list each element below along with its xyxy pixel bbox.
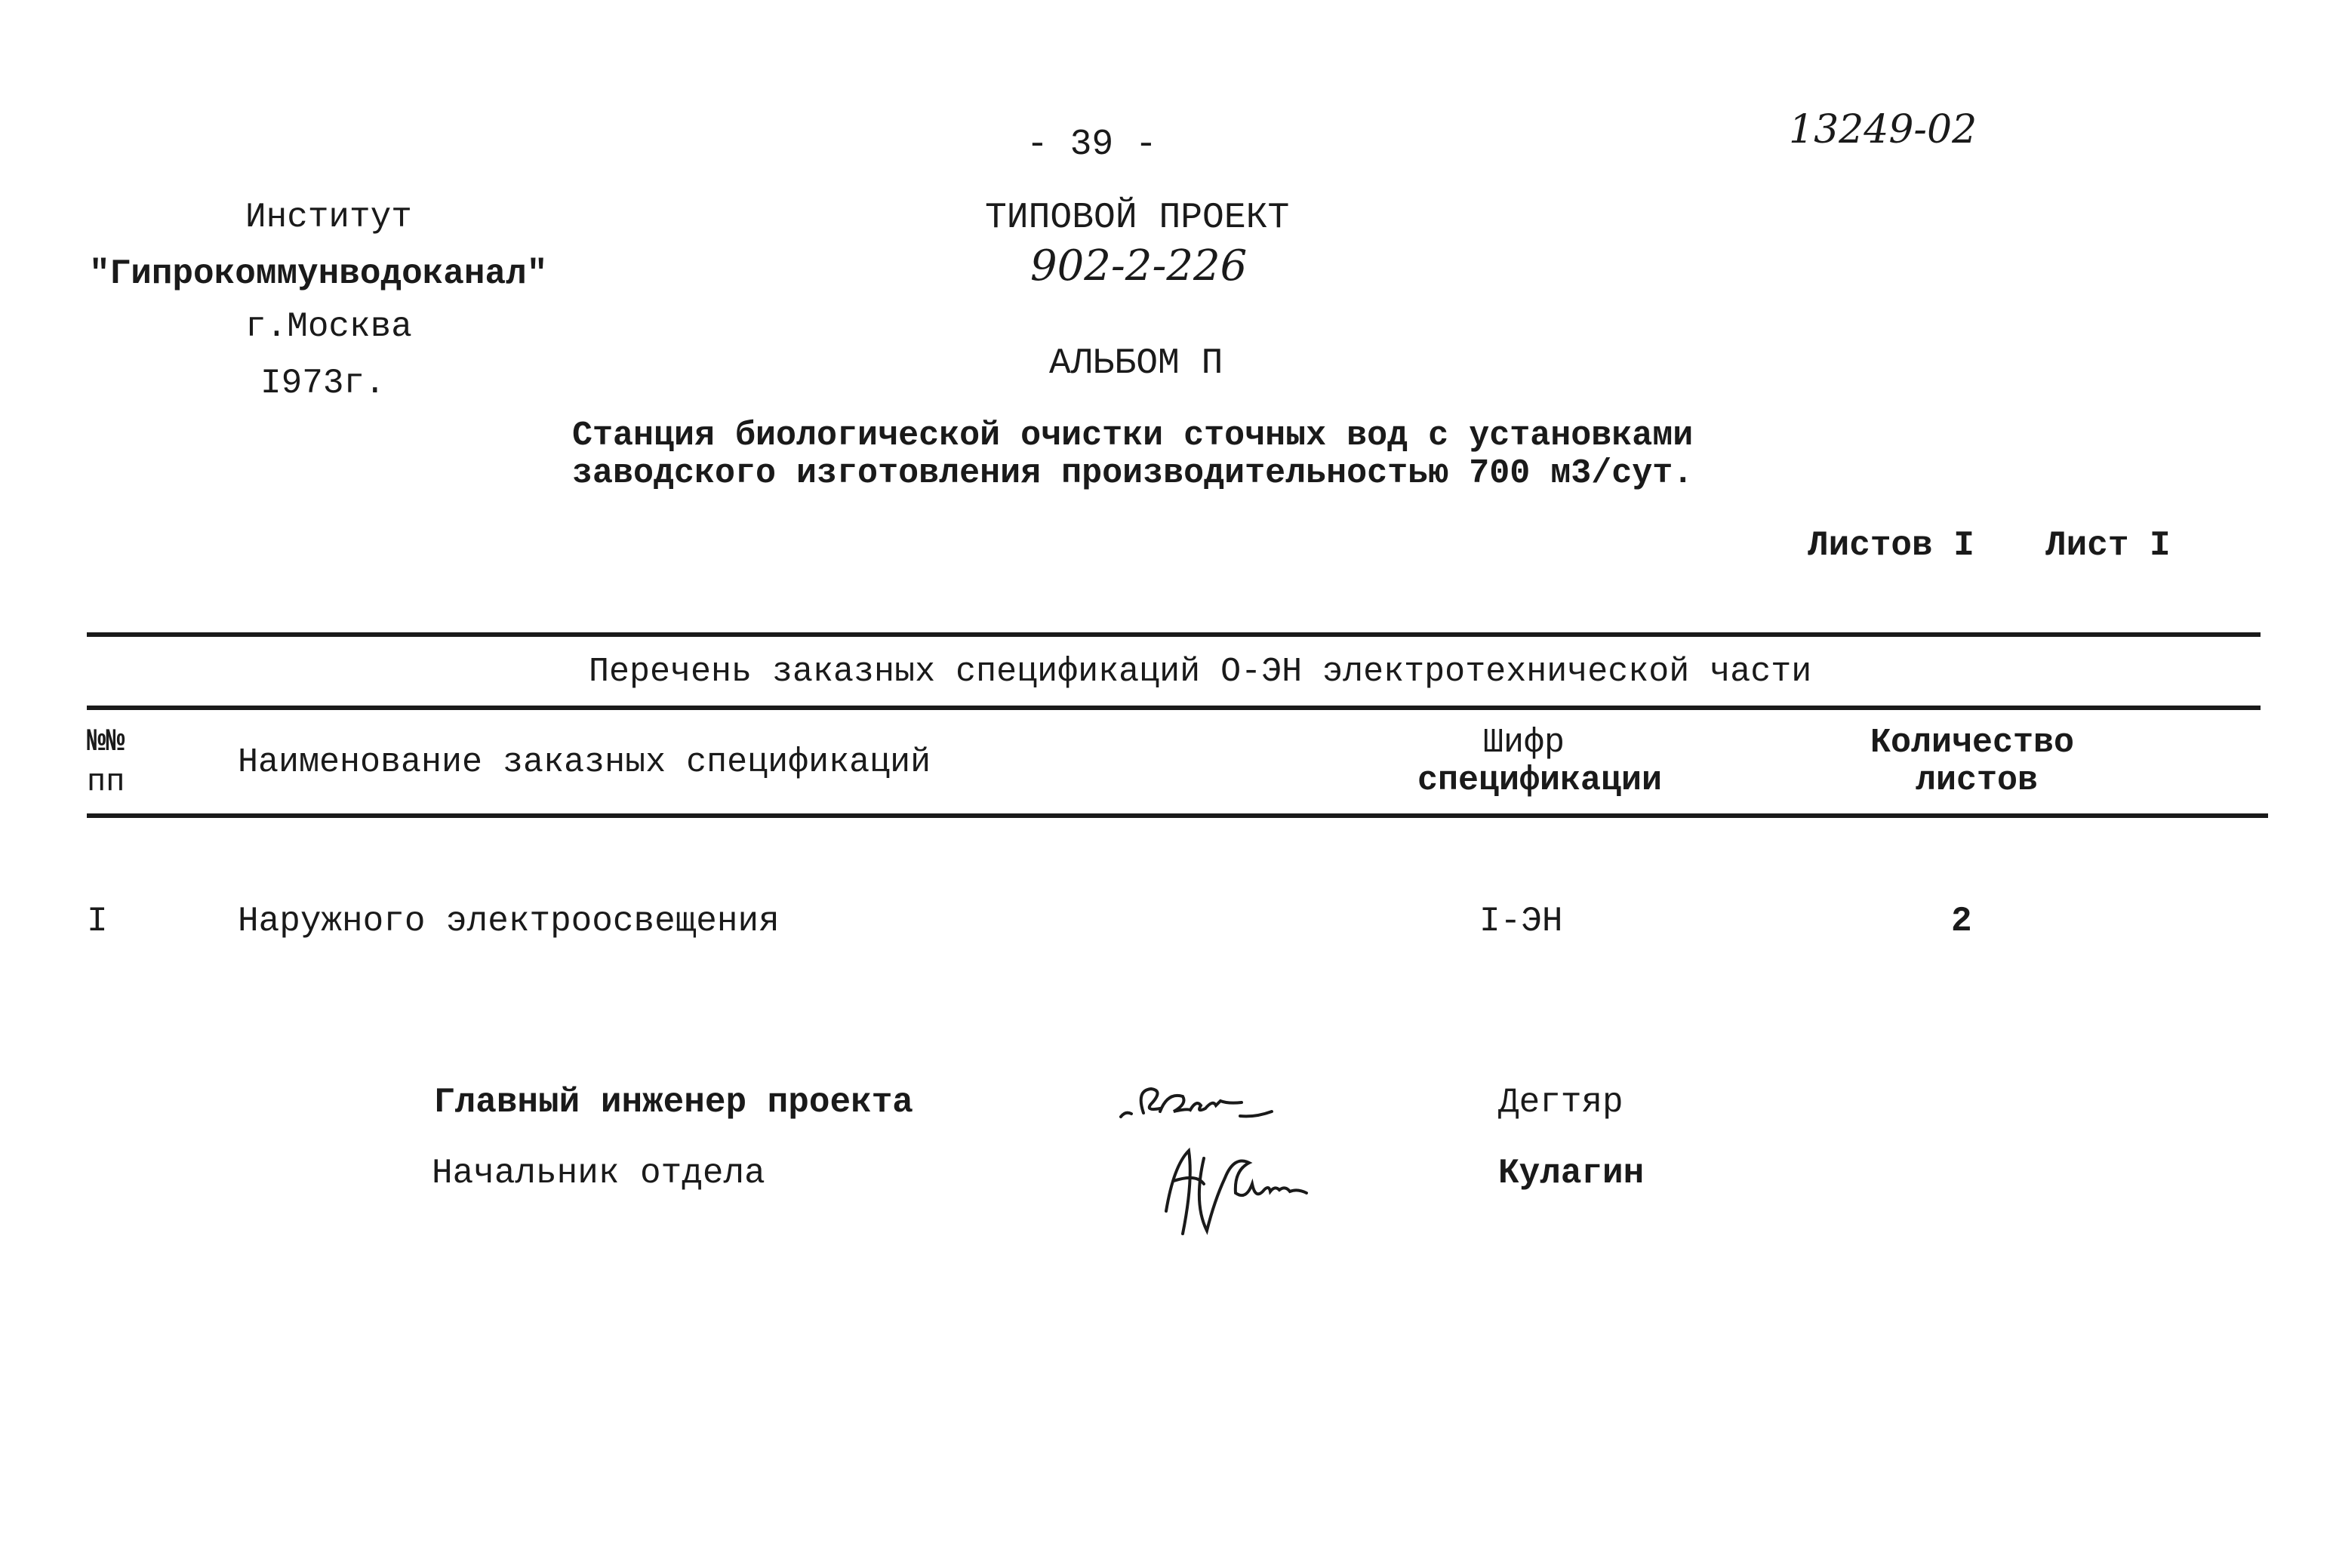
column-header-count: Количество — [1870, 724, 2075, 762]
row-sheet-count: 2 — [1951, 902, 1972, 941]
row-name: Наружного электроосвещения — [238, 902, 780, 941]
column-header-number: №№ — [87, 724, 125, 760]
sheets-total: Листов I — [1808, 526, 1974, 565]
institute-name: Институт — [245, 198, 412, 237]
handwritten-signature-1 — [1113, 1075, 1302, 1136]
project-title: ТИПОВОЙ ПРОЕКТ — [985, 198, 1290, 238]
project-description-line1: Станция биологической очистки сточных вод с установками — [572, 417, 1694, 455]
project-description-line2: заводского изготовления производительностью 700 м3/сут. — [572, 454, 1694, 493]
column-header-name: Наименование заказных спецификаций — [238, 743, 931, 782]
handwritten-signature-2 — [1151, 1128, 1325, 1249]
signature-name-chief-engineer: Дегтяр — [1498, 1083, 1624, 1122]
column-header-number-sub: пп — [87, 764, 125, 800]
table-top-rule — [87, 632, 2261, 637]
document-code: 13249-02 — [1789, 107, 1977, 152]
signature-role-department-head: Начальник отдела — [432, 1154, 765, 1193]
row-number: I — [87, 902, 108, 941]
row-code: I-ЭН — [1479, 902, 1563, 941]
page-number: - 39 - — [1026, 125, 1157, 165]
institute-city: г.Москва — [245, 307, 412, 346]
column-header-code: Шифр — [1483, 724, 1565, 762]
column-header-code-sub: спецификации — [1417, 761, 1663, 800]
column-header-count-sub: листов — [1916, 761, 2039, 800]
table-caption-rule — [87, 706, 2261, 710]
table-caption: Перечень заказных спецификаций О-ЭН электротехнической части — [589, 653, 1812, 691]
sheet-number: Лист I — [2045, 526, 2171, 565]
institute-organization: "Гипрокоммунводоканал" — [89, 254, 548, 294]
institute-year: I973г. — [260, 364, 386, 403]
signature-role-chief-engineer: Главный инженер проекта — [434, 1083, 913, 1122]
album-title: АЛЬБОМ П — [1049, 343, 1223, 384]
signature-name-department-head: Кулагин — [1498, 1154, 1645, 1193]
table-header-rule — [87, 813, 2268, 818]
project-number: 902-2-226 — [1030, 241, 1248, 291]
